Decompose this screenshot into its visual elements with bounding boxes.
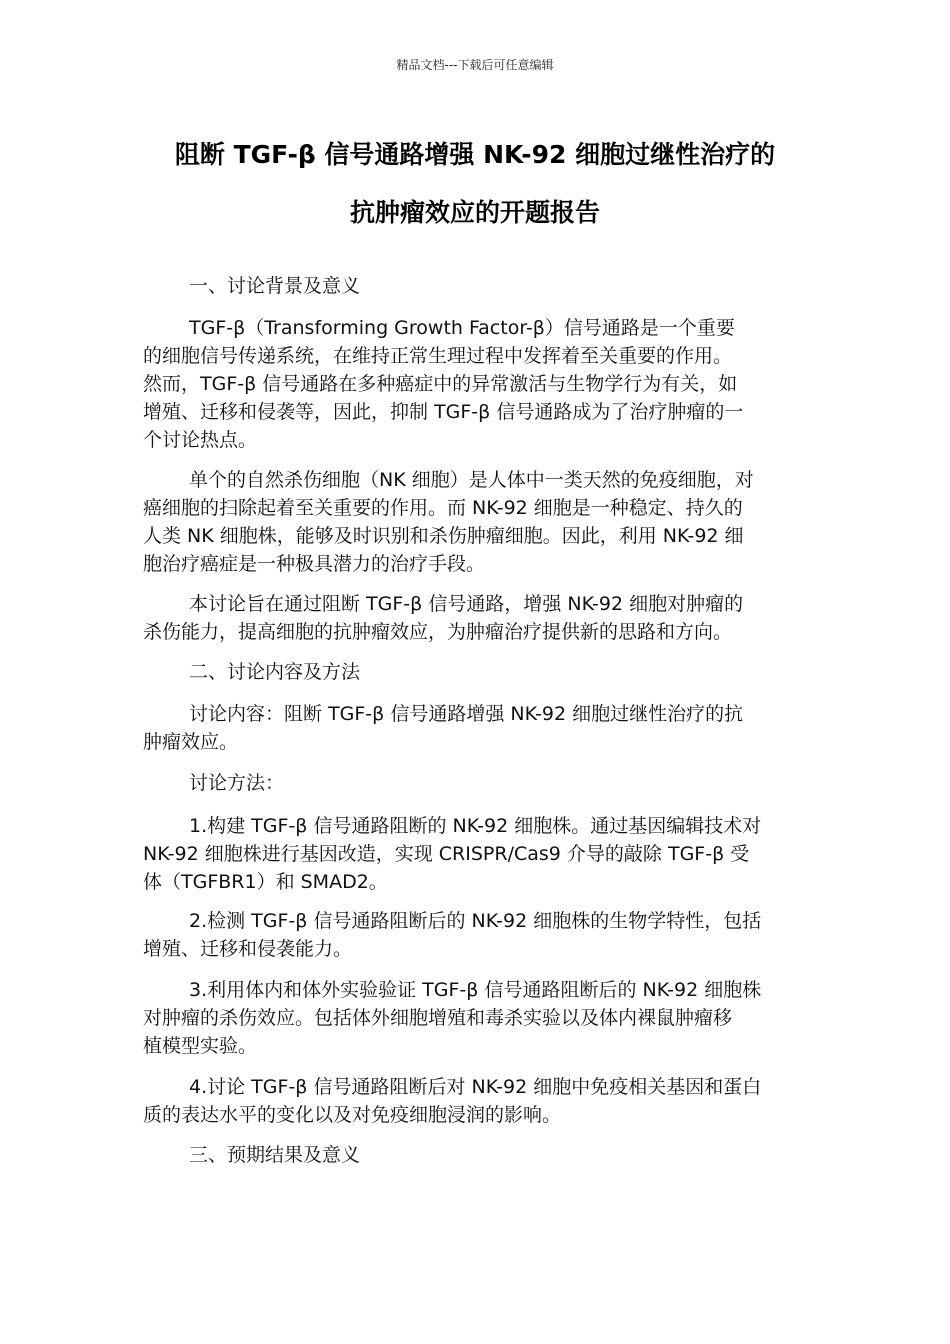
text-line: 讨论内容：阻断 TGF-β 信号通路增强 NK-92 细胞过继性治疗的抗 <box>189 703 744 725</box>
text-line: NK-92 细胞株进行基因改造，实现 CRISPR/Cas9 介导的敲除 TGF-β 受 <box>143 843 750 865</box>
paragraph-background-3 <box>143 590 809 646</box>
section-heading-3 <box>143 1141 809 1169</box>
text-line: 讨论方法： <box>189 772 285 794</box>
text-line: 胞治疗癌症是一种极具潜力的治疗手段。 <box>143 553 486 575</box>
text-line: 增殖、迁移和侵袭等，因此，抑制 TGF-β 信号通路成为了治疗肿瘤的一 <box>143 401 744 423</box>
text-line: 然而，TGF-β 信号通路在多种癌症中的异常激活与生物学行为有关，如 <box>143 373 738 395</box>
text-line: 1.构建 TGF-β 信号通路阻断的 NK-92 细胞株。通过基因编辑技术对 <box>189 815 762 837</box>
text-line: 一、讨论背景及意义 <box>189 275 361 297</box>
document-title-line-2: 抗肿瘤效应的开题报告 <box>349 198 600 227</box>
section-heading-1 <box>143 272 809 300</box>
text-line: 单个的自然杀伤细胞（NK 细胞）是人体中一类天然的免疫细胞，对 <box>189 469 754 491</box>
text-line: 对肿瘤的杀伤效应。包括体外细胞增殖和毒杀实验以及体内裸鼠肿瘤移 <box>143 1007 733 1029</box>
paragraph-method-3 <box>143 976 809 1060</box>
text-line: 二、讨论内容及方法 <box>189 661 361 683</box>
paragraph-methods-label <box>143 769 809 797</box>
text-line: 4.讨论 TGF-β 信号通路阻断后对 NK-92 细胞中免疫相关基因和蛋白 <box>189 1076 762 1098</box>
text-line: TGF-β（Transforming Growth Factor-β）信号通路是一个重要 <box>189 317 735 339</box>
text-line: 植模型实验。 <box>143 1035 258 1057</box>
text-line: 癌细胞的扫除起着至关重要的作用。而 NK-92 细胞是一种稳定、持久的 <box>143 497 743 519</box>
text-line: 本讨论旨在通过阻断 TGF-β 信号通路，增强 NK-92 细胞对肿瘤的 <box>189 593 744 615</box>
text-line: 肿瘤效应。 <box>143 731 239 753</box>
paragraph-research-content <box>143 700 809 756</box>
paragraph-method-1 <box>143 812 809 896</box>
text-line: 2.检测 TGF-β 信号通路阻断后的 NK-92 细胞株的生物学特性，包括 <box>189 910 762 932</box>
page-header: 精品文档---下载后可任意编辑 <box>396 58 554 72</box>
document-title-line-1: 阻断 TGF-β 信号通路增强 NK-92 细胞过继性治疗的 <box>174 140 776 169</box>
text-line: 的细胞信号传递系统，在维持正常生理过程中发挥着至关重要的作用。 <box>143 345 733 367</box>
text-line: 质的表达水平的变化以及对免疫细胞浸润的影响。 <box>143 1104 562 1126</box>
text-line: 个讨论热点。 <box>143 429 258 451</box>
paragraph-background-1 <box>143 314 809 454</box>
paragraph-method-4 <box>143 1073 809 1129</box>
text-line: 人类 NK 细胞株，能够及时识别和杀伤肿瘤细胞。因此，利用 NK-92 细 <box>143 525 744 547</box>
section-heading-2 <box>143 658 809 686</box>
text-line: 体（TGFBR1）和 SMAD2。 <box>143 871 388 893</box>
text-line: 增殖、迁移和侵袭能力。 <box>143 938 353 960</box>
text-line: 杀伤能力，提高细胞的抗肿瘤效应，为肿瘤治疗提供新的思路和方向。 <box>143 621 733 643</box>
text-line: 3.利用体内和体外实验验证 TGF-β 信号通路阻断后的 NK-92 细胞株 <box>189 979 762 1001</box>
paragraph-method-2 <box>143 907 809 963</box>
text-line: 三、预期结果及意义 <box>189 1144 361 1166</box>
paragraph-background-2 <box>143 466 809 578</box>
